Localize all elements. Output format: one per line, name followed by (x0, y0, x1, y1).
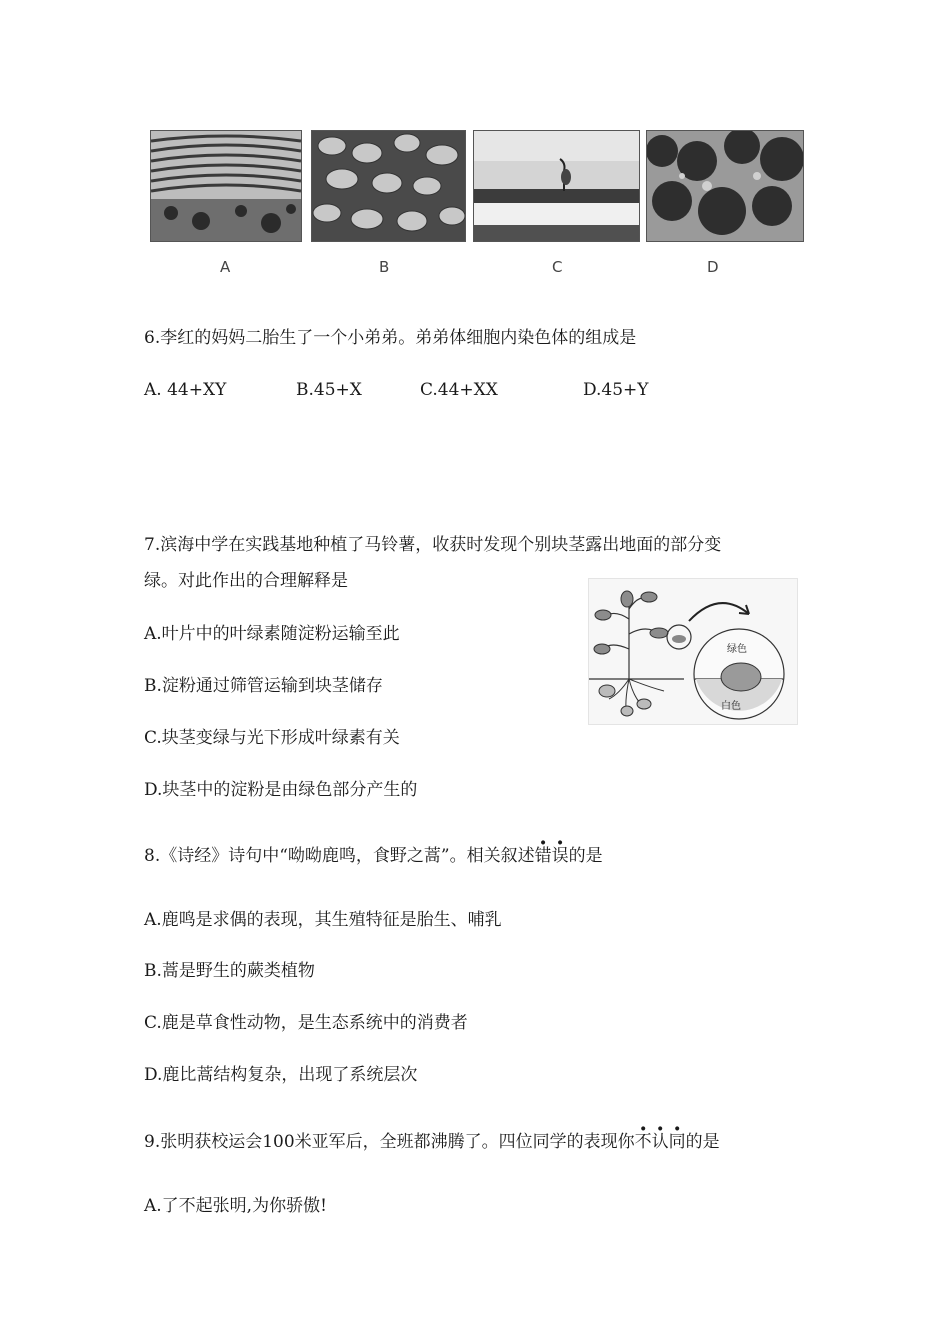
photo-label-b: B (379, 258, 390, 276)
question-8-stem (144, 848, 603, 865)
question-8-option-b[interactable]: B.蒿是野生的蕨类植物 (144, 961, 315, 981)
question-9-option-a[interactable]: A.了不起张明,为你骄傲! (144, 1196, 327, 1216)
question-6-option-b[interactable]: B.45+X (296, 380, 362, 400)
photo-label-d: D (707, 258, 719, 276)
wetland-crane-photo (473, 130, 640, 242)
roots (609, 679, 664, 714)
question-9-emph-2: 认 (651, 1132, 669, 1152)
tubers (599, 685, 651, 716)
question-9-stem-before: 9.张明获校运会100米亚军后，全班都沸腾了。四位同学的表现你 (144, 1132, 635, 1152)
photo-label-c: C (552, 258, 563, 276)
question-7-stem-line1: 7.滨海中学在实践基地种植了马铃薯，收获时发现个别块茎露出地面的部分变 (144, 535, 722, 555)
question-7-option-b[interactable]: B.淀粉通过筛管运输到块茎储存 (144, 676, 383, 696)
question-6-option-d[interactable]: D.45+Y (583, 380, 649, 400)
question-7-option-d[interactable]: D.块茎中的淀粉是由绿色部分产生的 (144, 780, 418, 800)
question-6-stem: 6.李红的妈妈二胎生了一个小弟弟。弟弟体细胞内染色体的组成是 (144, 328, 637, 348)
farmland-photo (150, 130, 302, 242)
question-8-stem-after: 的是 (568, 846, 603, 866)
question-8-option-c[interactable]: C.鹿是草食性动物，是生态系统中的消费者 (144, 1013, 468, 1033)
question-6-option-c[interactable]: C.44+XX (420, 380, 498, 400)
question-7-option-c[interactable]: C.块茎变绿与光下形成叶绿素有关 (144, 728, 400, 748)
label-white: 白色 (721, 701, 741, 712)
arrow-icon (689, 603, 749, 621)
potato-plant-diagram (588, 578, 798, 725)
question-7-stem-line2: 绿。对此作出的合理解释是 (144, 571, 348, 591)
question-8-stem-before: 8.《诗经》诗句中“呦呦鹿鸣，食野之蒿”。相关叙述 (144, 846, 535, 866)
question-8-emph-1: 错 (534, 846, 552, 866)
question-8-emph-2: 误 (551, 846, 569, 866)
question-9-stem (144, 1134, 720, 1151)
question-7-option-a[interactable]: A.叶片中的叶绿素随淀粉运输至此 (144, 624, 400, 644)
label-green: 绿色 (727, 644, 747, 655)
question-6-option-a[interactable]: A. 44+XY (144, 380, 227, 400)
question-9-emph-1: 不 (634, 1132, 652, 1152)
leaves (594, 591, 668, 654)
question-8-option-a[interactable]: A.鹿鸣是求偶的表现，其生殖特征是胎生、哺乳 (144, 910, 502, 930)
question-8-option-d[interactable]: D.鹿比蒿结构复杂，出现了系统层次 (144, 1065, 418, 1085)
question-9-emph-3: 同 (668, 1132, 686, 1152)
forest-photo (646, 130, 804, 242)
question-9-stem-after: 的是 (685, 1132, 720, 1152)
magnified-tuber (721, 663, 761, 691)
lotus-pond-photo (311, 130, 466, 242)
photo-label-a: A (220, 258, 231, 276)
